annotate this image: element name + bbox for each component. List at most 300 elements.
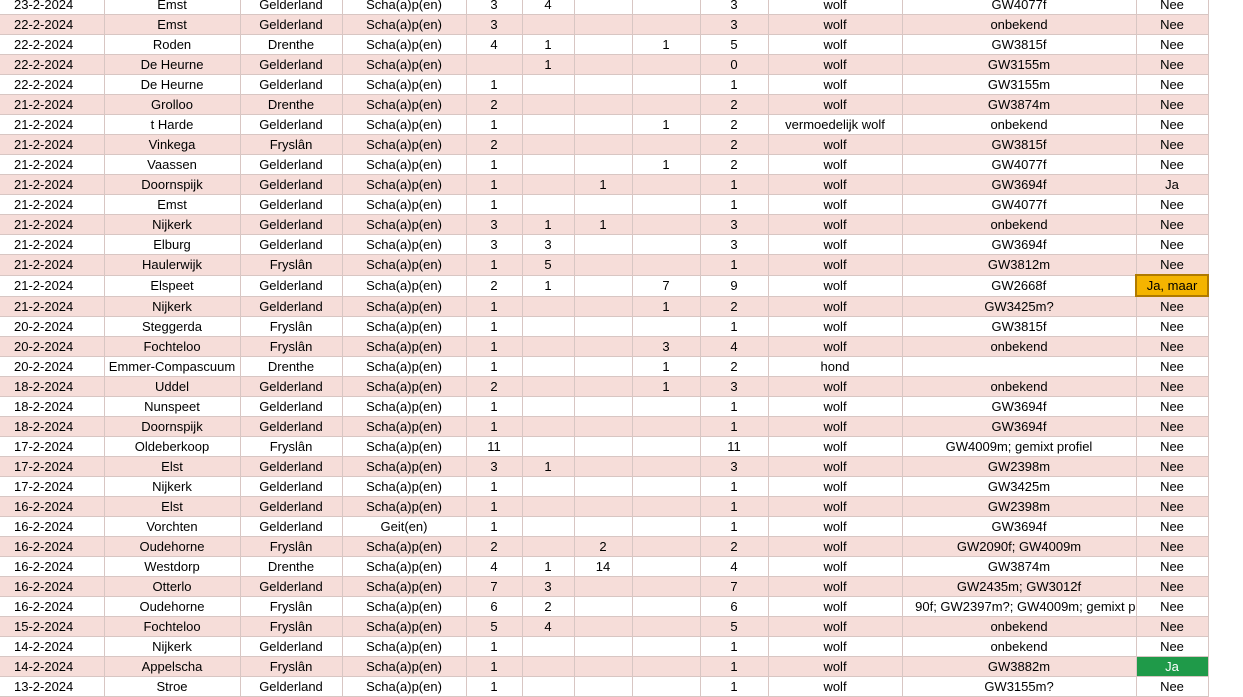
cell-victims-dead[interactable]: 1 — [466, 296, 522, 317]
cell-victims-other[interactable] — [632, 537, 700, 557]
cell-cause[interactable]: wolf — [768, 337, 902, 357]
table-row[interactable] — [0, 55, 1208, 75]
cell-place[interactable]: De Heurne — [104, 75, 240, 95]
cell-date[interactable]: 18-2-2024 — [0, 417, 104, 437]
cell-place[interactable]: Emst — [104, 0, 240, 15]
cell-date[interactable]: 23-2-2024 — [0, 0, 104, 15]
cell-wolf-id[interactable]: onbekend — [902, 215, 1136, 235]
table-row[interactable] — [0, 357, 1208, 377]
cell-animal[interactable]: Scha(a)p(en) — [342, 35, 466, 55]
cell-victims-injured[interactable] — [522, 195, 574, 215]
cell-victims-dead[interactable]: 1 — [466, 255, 522, 276]
cell-animal[interactable]: Scha(a)p(en) — [342, 115, 466, 135]
cell-victims-other[interactable] — [632, 557, 700, 577]
cell-date[interactable]: 14-2-2024 — [0, 657, 104, 677]
cell-date[interactable]: 16-2-2024 — [0, 537, 104, 557]
cell-cause[interactable]: wolf — [768, 457, 902, 477]
cell-province[interactable]: Fryslân — [240, 657, 342, 677]
cell-wolf-id[interactable]: GW2398m — [902, 457, 1136, 477]
table-row[interactable] — [0, 457, 1208, 477]
cell-victims-injured[interactable]: 1 — [522, 215, 574, 235]
cell-victims-missing[interactable] — [574, 377, 632, 397]
cell-victims-dead[interactable]: 1 — [466, 337, 522, 357]
cell-victims-dead[interactable]: 7 — [466, 577, 522, 597]
cell-animal[interactable]: Scha(a)p(en) — [342, 457, 466, 477]
cell-place[interactable]: Nunspeet — [104, 397, 240, 417]
cell-flag[interactable]: Nee — [1136, 235, 1208, 255]
cell-total[interactable]: 2 — [700, 135, 768, 155]
cell-victims-injured[interactable] — [522, 397, 574, 417]
table-row[interactable] — [0, 317, 1208, 337]
table-row[interactable] — [0, 15, 1208, 35]
cell-animal[interactable]: Scha(a)p(en) — [342, 597, 466, 617]
cell-wolf-id[interactable]: GW4009m; gemixt profiel — [902, 437, 1136, 457]
cell-victims-other[interactable] — [632, 317, 700, 337]
cell-cause[interactable]: wolf — [768, 677, 902, 697]
table-row[interactable] — [0, 175, 1208, 195]
cell-place[interactable]: Elst — [104, 497, 240, 517]
cell-date[interactable]: 17-2-2024 — [0, 457, 104, 477]
cell-total[interactable]: 9 — [700, 275, 768, 296]
cell-animal[interactable]: Scha(a)p(en) — [342, 317, 466, 337]
cell-province[interactable]: Gelderland — [240, 55, 342, 75]
cell-date[interactable]: 20-2-2024 — [0, 357, 104, 377]
cell-wolf-id[interactable]: onbekend — [902, 377, 1136, 397]
cell-animal[interactable]: Scha(a)p(en) — [342, 557, 466, 577]
cell-province[interactable]: Gelderland — [240, 296, 342, 317]
cell-place[interactable]: Doornspijk — [104, 175, 240, 195]
table-row[interactable] — [0, 195, 1208, 215]
cell-victims-dead[interactable]: 6 — [466, 597, 522, 617]
cell-victims-missing[interactable] — [574, 477, 632, 497]
cell-victims-other[interactable] — [632, 0, 700, 15]
cell-total[interactable]: 7 — [700, 577, 768, 597]
cell-place[interactable]: Emst — [104, 15, 240, 35]
cell-cause[interactable]: wolf — [768, 296, 902, 317]
cell-victims-injured[interactable]: 1 — [522, 55, 574, 75]
table-row[interactable] — [0, 0, 1208, 15]
cell-cause[interactable]: wolf — [768, 537, 902, 557]
table-row[interactable] — [0, 537, 1208, 557]
cell-date[interactable]: 21-2-2024 — [0, 135, 104, 155]
cell-animal[interactable]: Scha(a)p(en) — [342, 497, 466, 517]
cell-victims-other[interactable] — [632, 15, 700, 35]
cell-victims-dead[interactable]: 1 — [466, 115, 522, 135]
cell-province[interactable]: Gelderland — [240, 517, 342, 537]
cell-flag[interactable]: Nee — [1136, 15, 1208, 35]
cell-animal[interactable]: Scha(a)p(en) — [342, 677, 466, 697]
cell-date[interactable]: 21-2-2024 — [0, 155, 104, 175]
cell-victims-missing[interactable] — [574, 517, 632, 537]
cell-victims-other[interactable] — [632, 497, 700, 517]
cell-wolf-id[interactable]: GW3874m — [902, 557, 1136, 577]
cell-place[interactable]: Oudehorne — [104, 537, 240, 557]
cell-victims-other[interactable] — [632, 175, 700, 195]
cell-date[interactable]: 17-2-2024 — [0, 437, 104, 457]
cell-animal[interactable]: Scha(a)p(en) — [342, 95, 466, 115]
cell-cause[interactable]: wolf — [768, 195, 902, 215]
cell-animal[interactable]: Scha(a)p(en) — [342, 275, 466, 296]
cell-victims-dead[interactable]: 3 — [466, 15, 522, 35]
cell-victims-missing[interactable] — [574, 0, 632, 15]
cell-total[interactable]: 1 — [700, 657, 768, 677]
table-row[interactable] — [0, 397, 1208, 417]
cell-flag[interactable]: Nee — [1136, 35, 1208, 55]
cell-victims-other[interactable] — [632, 477, 700, 497]
cell-flag[interactable]: Nee — [1136, 397, 1208, 417]
cell-wolf-id[interactable]: onbekend — [902, 15, 1136, 35]
cell-victims-other[interactable] — [632, 55, 700, 75]
cell-victims-dead[interactable]: 1 — [466, 75, 522, 95]
cell-victims-injured[interactable]: 5 — [522, 255, 574, 276]
cell-total[interactable]: 2 — [700, 155, 768, 175]
cell-animal[interactable]: Scha(a)p(en) — [342, 0, 466, 15]
cell-province[interactable]: Fryslân — [240, 537, 342, 557]
cell-victims-injured[interactable] — [522, 317, 574, 337]
cell-total[interactable]: 2 — [700, 95, 768, 115]
cell-province[interactable]: Gelderland — [240, 577, 342, 597]
cell-flag[interactable]: Ja — [1136, 175, 1208, 195]
cell-victims-missing[interactable] — [574, 317, 632, 337]
cell-wolf-id[interactable]: GW2090f; GW4009m — [902, 537, 1136, 557]
cell-victims-injured[interactable] — [522, 537, 574, 557]
cell-animal[interactable]: Scha(a)p(en) — [342, 577, 466, 597]
cell-place[interactable]: Nijkerk — [104, 637, 240, 657]
cell-victims-dead[interactable]: 4 — [466, 35, 522, 55]
cell-victims-dead[interactable]: 2 — [466, 275, 522, 296]
cell-place[interactable]: Appelscha — [104, 657, 240, 677]
cell-wolf-id[interactable]: GW2398m — [902, 497, 1136, 517]
cell-victims-injured[interactable] — [522, 175, 574, 195]
cell-flag[interactable]: Nee — [1136, 377, 1208, 397]
table-row[interactable] — [0, 517, 1208, 537]
cell-wolf-id[interactable]: GW3694f — [902, 175, 1136, 195]
cell-flag[interactable]: Nee — [1136, 557, 1208, 577]
cell-cause[interactable]: wolf — [768, 175, 902, 195]
cell-place[interactable]: Nijkerk — [104, 477, 240, 497]
cell-victims-other[interactable] — [632, 637, 700, 657]
cell-cause[interactable]: wolf — [768, 15, 902, 35]
cell-date[interactable]: 21-2-2024 — [0, 296, 104, 317]
cell-flag[interactable]: Nee — [1136, 597, 1208, 617]
cell-wolf-id[interactable]: GW3155m — [902, 75, 1136, 95]
cell-victims-missing[interactable] — [574, 637, 632, 657]
table-row[interactable] — [0, 437, 1208, 457]
cell-wolf-id[interactable]: GW2435m; GW3012f — [902, 577, 1136, 597]
cell-cause[interactable]: wolf — [768, 437, 902, 457]
cell-cause[interactable]: wolf — [768, 55, 902, 75]
cell-victims-missing[interactable] — [574, 155, 632, 175]
cell-flag[interactable]: Nee — [1136, 75, 1208, 95]
cell-date[interactable]: 22-2-2024 — [0, 35, 104, 55]
cell-victims-injured[interactable] — [522, 115, 574, 135]
cell-flag[interactable]: Nee — [1136, 255, 1208, 276]
cell-animal[interactable]: Scha(a)p(en) — [342, 135, 466, 155]
cell-victims-missing[interactable] — [574, 417, 632, 437]
cell-victims-missing[interactable] — [574, 657, 632, 677]
cell-cause[interactable]: wolf — [768, 597, 902, 617]
table-row[interactable] — [0, 215, 1208, 235]
cell-victims-injured[interactable] — [522, 155, 574, 175]
cell-province[interactable]: Fryslân — [240, 337, 342, 357]
cell-date[interactable]: 21-2-2024 — [0, 235, 104, 255]
cell-animal[interactable]: Scha(a)p(en) — [342, 155, 466, 175]
cell-animal[interactable]: Scha(a)p(en) — [342, 296, 466, 317]
cell-total[interactable]: 1 — [700, 317, 768, 337]
cell-date[interactable]: 14-2-2024 — [0, 637, 104, 657]
cell-total[interactable]: 1 — [700, 195, 768, 215]
cell-date[interactable]: 16-2-2024 — [0, 597, 104, 617]
cell-victims-dead[interactable]: 1 — [466, 417, 522, 437]
cell-cause[interactable]: wolf — [768, 155, 902, 175]
table-row[interactable] — [0, 497, 1208, 517]
cell-animal[interactable]: Scha(a)p(en) — [342, 15, 466, 35]
cell-province[interactable]: Gelderland — [240, 215, 342, 235]
table-row[interactable] — [0, 115, 1208, 135]
cell-victims-other[interactable] — [632, 95, 700, 115]
cell-victims-dead[interactable]: 1 — [466, 677, 522, 697]
cell-victims-injured[interactable]: 3 — [522, 577, 574, 597]
cell-total[interactable]: 1 — [700, 175, 768, 195]
cell-date[interactable]: 16-2-2024 — [0, 517, 104, 537]
cell-victims-injured[interactable]: 4 — [522, 0, 574, 15]
cell-wolf-id[interactable]: GW3425m — [902, 477, 1136, 497]
cell-total[interactable]: 5 — [700, 35, 768, 55]
cell-date[interactable]: 17-2-2024 — [0, 477, 104, 497]
cell-victims-missing[interactable] — [574, 357, 632, 377]
table-row[interactable] — [0, 75, 1208, 95]
cell-place[interactable]: Oldeberkoop — [104, 437, 240, 457]
cell-place[interactable]: Roden — [104, 35, 240, 55]
cell-province[interactable]: Gelderland — [240, 377, 342, 397]
cell-victims-injured[interactable]: 3 — [522, 235, 574, 255]
cell-place[interactable]: Doornspijk — [104, 417, 240, 437]
cell-victims-missing[interactable] — [574, 337, 632, 357]
cell-place[interactable]: Westdorp — [104, 557, 240, 577]
table-row[interactable] — [0, 417, 1208, 437]
cell-flag[interactable]: Nee — [1136, 517, 1208, 537]
cell-flag[interactable]: Nee — [1136, 155, 1208, 175]
cell-province[interactable]: Gelderland — [240, 115, 342, 135]
cell-total[interactable]: 4 — [700, 337, 768, 357]
cell-total[interactable]: 0 — [700, 55, 768, 75]
cell-total[interactable]: 2 — [700, 537, 768, 557]
cell-victims-missing[interactable] — [574, 135, 632, 155]
cell-victims-injured[interactable]: 1 — [522, 275, 574, 296]
cell-date[interactable]: 13-2-2024 — [0, 677, 104, 697]
cell-wolf-id[interactable]: 90f; GW2397m?; GW4009m; gemixt p — [902, 597, 1136, 617]
cell-victims-other[interactable] — [632, 75, 700, 95]
cell-flag[interactable]: Nee — [1136, 115, 1208, 135]
cell-total[interactable]: 11 — [700, 437, 768, 457]
cell-date[interactable]: 21-2-2024 — [0, 175, 104, 195]
cell-total[interactable]: 1 — [700, 397, 768, 417]
cell-victims-missing[interactable]: 1 — [574, 175, 632, 195]
cell-province[interactable]: Gelderland — [240, 75, 342, 95]
cell-wolf-id[interactable]: GW3425m? — [902, 296, 1136, 317]
cell-province[interactable]: Gelderland — [240, 397, 342, 417]
cell-animal[interactable]: Scha(a)p(en) — [342, 357, 466, 377]
table-row[interactable] — [0, 155, 1208, 175]
cell-place[interactable]: Haulerwijk — [104, 255, 240, 276]
cell-total[interactable]: 1 — [700, 75, 768, 95]
cell-place[interactable]: Oudehorne — [104, 597, 240, 617]
cell-province[interactable]: Gelderland — [240, 497, 342, 517]
cell-flag[interactable]: Nee — [1136, 417, 1208, 437]
cell-total[interactable]: 6 — [700, 597, 768, 617]
table-row[interactable] — [0, 275, 1208, 296]
cell-victims-dead[interactable]: 3 — [466, 235, 522, 255]
cell-victims-dead[interactable]: 2 — [466, 95, 522, 115]
cell-victims-injured[interactable] — [522, 377, 574, 397]
cell-wolf-id[interactable]: GW3874m — [902, 95, 1136, 115]
cell-total[interactable]: 3 — [700, 215, 768, 235]
cell-province[interactable]: Gelderland — [240, 195, 342, 215]
cell-place[interactable]: Emmer-Compascuum — [104, 357, 240, 377]
cell-province[interactable]: Fryslân — [240, 317, 342, 337]
table-row[interactable] — [0, 657, 1208, 677]
cell-place[interactable]: Elspeet — [104, 275, 240, 296]
cell-province[interactable]: Gelderland — [240, 175, 342, 195]
cell-victims-missing[interactable] — [574, 397, 632, 417]
cell-province[interactable]: Gelderland — [240, 275, 342, 296]
cell-victims-injured[interactable]: 1 — [522, 35, 574, 55]
cell-date[interactable]: 15-2-2024 — [0, 617, 104, 637]
cell-province[interactable]: Drenthe — [240, 95, 342, 115]
cell-cause[interactable]: wolf — [768, 377, 902, 397]
cell-place[interactable]: Steggerda — [104, 317, 240, 337]
cell-wolf-id[interactable]: GW3815f — [902, 317, 1136, 337]
cell-victims-missing[interactable] — [574, 195, 632, 215]
cell-date[interactable]: 18-2-2024 — [0, 377, 104, 397]
cell-cause[interactable]: wolf — [768, 657, 902, 677]
cell-wolf-id[interactable]: GW3155m — [902, 55, 1136, 75]
cell-flag[interactable]: Ja — [1136, 657, 1208, 677]
cell-total[interactable]: 1 — [700, 517, 768, 537]
cell-wolf-id[interactable] — [902, 357, 1136, 377]
cell-victims-other[interactable]: 3 — [632, 337, 700, 357]
cell-total[interactable]: 2 — [700, 357, 768, 377]
table-row[interactable] — [0, 296, 1208, 317]
cell-flag[interactable]: Nee — [1136, 135, 1208, 155]
cell-date[interactable]: 18-2-2024 — [0, 397, 104, 417]
cell-wolf-id[interactable]: GW4077f — [902, 0, 1136, 15]
cell-province[interactable]: Drenthe — [240, 35, 342, 55]
cell-date[interactable]: 22-2-2024 — [0, 15, 104, 35]
cell-victims-injured[interactable] — [522, 75, 574, 95]
cell-date[interactable]: 21-2-2024 — [0, 195, 104, 215]
cell-victims-dead[interactable]: 1 — [466, 357, 522, 377]
cell-wolf-id[interactable]: GW3694f — [902, 417, 1136, 437]
cell-animal[interactable]: Scha(a)p(en) — [342, 637, 466, 657]
cell-victims-injured[interactable] — [522, 657, 574, 677]
cell-victims-other[interactable]: 7 — [632, 275, 700, 296]
cell-victims-dead[interactable]: 3 — [466, 215, 522, 235]
cell-total[interactable]: 1 — [700, 255, 768, 276]
cell-victims-injured[interactable] — [522, 497, 574, 517]
cell-date[interactable]: 16-2-2024 — [0, 577, 104, 597]
cell-victims-dead[interactable]: 1 — [466, 637, 522, 657]
cell-flag[interactable]: Nee — [1136, 55, 1208, 75]
cell-victims-injured[interactable] — [522, 95, 574, 115]
cell-victims-other[interactable]: 1 — [632, 155, 700, 175]
cell-date[interactable]: 16-2-2024 — [0, 497, 104, 517]
cell-victims-missing[interactable] — [574, 255, 632, 276]
cell-victims-injured[interactable] — [522, 357, 574, 377]
cell-place[interactable]: t Harde — [104, 115, 240, 135]
cell-province[interactable]: Gelderland — [240, 15, 342, 35]
cell-province[interactable]: Fryslân — [240, 617, 342, 637]
cell-victims-injured[interactable]: 1 — [522, 457, 574, 477]
cell-animal[interactable]: Scha(a)p(en) — [342, 417, 466, 437]
cell-victims-injured[interactable]: 2 — [522, 597, 574, 617]
cell-total[interactable]: 3 — [700, 235, 768, 255]
table-row[interactable] — [0, 235, 1208, 255]
cell-cause[interactable]: wolf — [768, 135, 902, 155]
cell-animal[interactable]: Scha(a)p(en) — [342, 255, 466, 276]
cell-date[interactable]: 16-2-2024 — [0, 557, 104, 577]
cell-province[interactable]: Fryslân — [240, 437, 342, 457]
cell-wolf-id[interactable]: onbekend — [902, 337, 1136, 357]
cell-total[interactable]: 1 — [700, 637, 768, 657]
cell-wolf-id[interactable]: GW3694f — [902, 235, 1136, 255]
cell-place[interactable]: Nijkerk — [104, 296, 240, 317]
cell-wolf-id[interactable]: GW3694f — [902, 517, 1136, 537]
cell-victims-missing[interactable]: 14 — [574, 557, 632, 577]
cell-province[interactable]: Drenthe — [240, 557, 342, 577]
cell-victims-dead[interactable]: 1 — [466, 477, 522, 497]
cell-victims-dead[interactable]: 1 — [466, 175, 522, 195]
table-row[interactable] — [0, 35, 1208, 55]
cell-total[interactable]: 4 — [700, 557, 768, 577]
cell-total[interactable]: 2 — [700, 296, 768, 317]
cell-victims-other[interactable] — [632, 617, 700, 637]
cell-victims-missing[interactable]: 1 — [574, 215, 632, 235]
cell-victims-other[interactable] — [632, 195, 700, 215]
cell-cause[interactable]: wolf — [768, 617, 902, 637]
cell-cause[interactable]: hond — [768, 357, 902, 377]
cell-flag[interactable]: Nee — [1136, 215, 1208, 235]
cell-flag[interactable]: Ja, maar — [1136, 275, 1208, 296]
table-row[interactable] — [0, 95, 1208, 115]
cell-victims-injured[interactable] — [522, 15, 574, 35]
cell-animal[interactable]: Scha(a)p(en) — [342, 55, 466, 75]
cell-place[interactable]: Stroe — [104, 677, 240, 697]
cell-place[interactable]: Vinkega — [104, 135, 240, 155]
cell-total[interactable]: 1 — [700, 677, 768, 697]
cell-cause[interactable]: wolf — [768, 417, 902, 437]
cell-total[interactable]: 1 — [700, 497, 768, 517]
cell-cause[interactable]: wolf — [768, 235, 902, 255]
cell-province[interactable]: Gelderland — [240, 637, 342, 657]
cell-victims-dead[interactable]: 1 — [466, 195, 522, 215]
cell-total[interactable]: 1 — [700, 417, 768, 437]
cell-place[interactable]: Fochteloo — [104, 617, 240, 637]
cell-victims-dead[interactable]: 2 — [466, 135, 522, 155]
cell-victims-injured[interactable] — [522, 477, 574, 497]
cell-victims-other[interactable] — [632, 657, 700, 677]
cell-place[interactable]: Otterlo — [104, 577, 240, 597]
cell-victims-missing[interactable] — [574, 437, 632, 457]
cell-animal[interactable]: Scha(a)p(en) — [342, 657, 466, 677]
cell-victims-missing[interactable] — [574, 75, 632, 95]
cell-place[interactable]: Nijkerk — [104, 215, 240, 235]
cell-victims-missing[interactable] — [574, 275, 632, 296]
cell-place[interactable]: Fochteloo — [104, 337, 240, 357]
cell-wolf-id[interactable]: GW3812m — [902, 255, 1136, 276]
cell-victims-other[interactable] — [632, 417, 700, 437]
cell-place[interactable]: Uddel — [104, 377, 240, 397]
